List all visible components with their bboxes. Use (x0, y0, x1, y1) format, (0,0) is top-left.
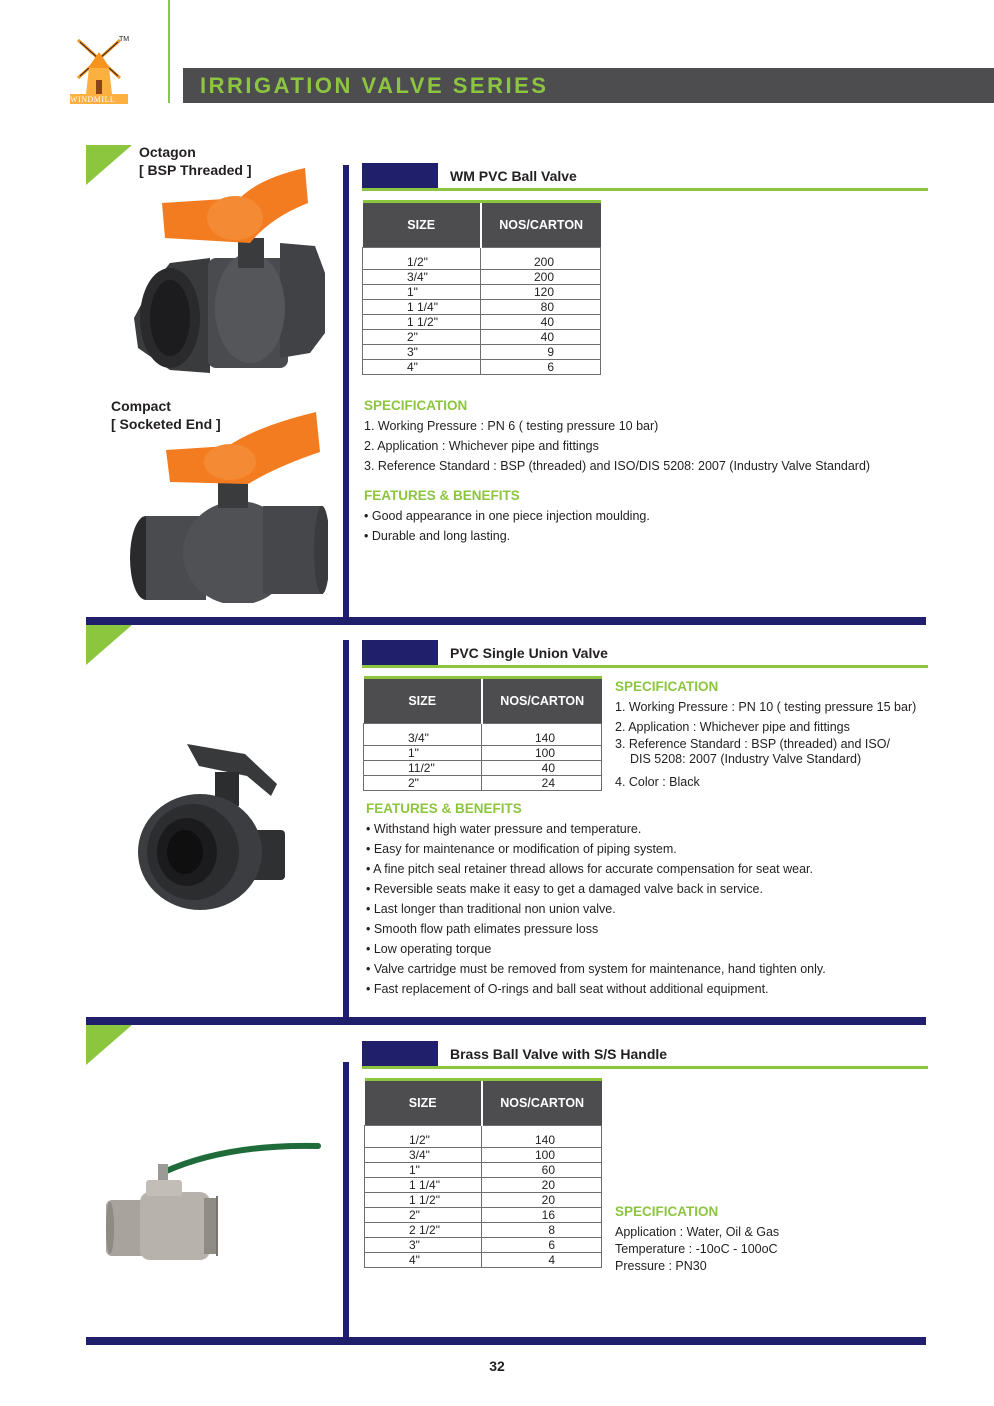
feature-item: • Smooth flow path elimates pressure loss (366, 922, 599, 936)
spec-item: Pressure : PN30 (615, 1259, 707, 1273)
size-cell: 1 1/4" (365, 1178, 482, 1193)
section-divider-horizontal (86, 617, 926, 625)
spec-item: DIS 5208: 2007 (Industry Valve Standard) (630, 752, 862, 766)
table-header-nos-carton: NOS/CARTON (482, 678, 602, 724)
table-row (365, 1253, 602, 1268)
specification-heading: SPECIFICATION (364, 398, 468, 413)
size-cell: 3" (363, 345, 481, 360)
specification-heading: SPECIFICATION (615, 1204, 719, 1219)
product-title-marker (362, 163, 438, 189)
table-row (363, 285, 601, 300)
nos-carton-cell: 16 (482, 1208, 602, 1223)
page-title: IRRIGATION VALVE SERIES (200, 73, 549, 98)
size-cell: 1" (365, 1163, 482, 1178)
product-variant-label-octagon: Octagon [ BSP Threaded ] (139, 144, 252, 178)
table-row (365, 1208, 602, 1223)
table-header-nos-carton: NOS/CARTON (481, 202, 601, 248)
size-cell: 2" (363, 330, 481, 345)
size-cell: 3" (365, 1238, 482, 1253)
feature-item: • Withstand high water pressure and temperature. (366, 822, 642, 836)
product-title-marker (362, 1041, 438, 1067)
table-row (364, 761, 602, 776)
section-marker-triangle (86, 625, 132, 665)
table-row (365, 1148, 602, 1163)
nos-carton-cell: 60 (482, 1163, 602, 1178)
nos-carton-cell: 8 (482, 1223, 602, 1238)
table-row (365, 1238, 602, 1253)
nos-carton-cell: 40 (481, 315, 601, 330)
table-row (363, 270, 601, 285)
table-header-nos-carton: NOS/CARTON (482, 1080, 602, 1126)
table-row (364, 776, 602, 791)
size-cell: 1/2" (365, 1126, 482, 1148)
features-heading: FEATURES & BENEFITS (366, 801, 522, 816)
table-row (364, 746, 602, 761)
table-row (364, 724, 602, 746)
section-divider-vertical (343, 1062, 349, 1340)
compact-ball-valve-image (128, 408, 328, 603)
size-cell: 3/4" (363, 270, 481, 285)
header-divider-line (168, 0, 170, 103)
table-row (365, 1126, 602, 1148)
size-cell: 1 1/2" (365, 1193, 482, 1208)
nos-carton-cell: 100 (482, 746, 602, 761)
size-cell: 2" (365, 1208, 482, 1223)
feature-item: • Fast replacement of O-rings and ball seat without additional equipment. (366, 982, 769, 996)
features-heading: FEATURES & BENEFITS (364, 488, 520, 503)
nos-carton-cell: 20 (482, 1193, 602, 1208)
feature-item: • A fine pitch seal retainer thread allows for accurate compensation for seat wear. (366, 862, 813, 876)
feature-item: • Durable and long lasting. (364, 529, 511, 543)
nos-carton-cell: 120 (481, 285, 601, 300)
feature-item: • Low operating torque (366, 942, 492, 956)
nos-carton-cell: 100 (482, 1148, 602, 1163)
spec-item: 1. Working Pressure : PN 6 ( testing pressure 10 bar) (364, 419, 659, 433)
features-list (366, 819, 826, 999)
size-cell: 1 1/2" (363, 315, 481, 330)
table-row (365, 1163, 602, 1178)
table-header-size: SIZE (364, 678, 482, 724)
size-cell: 1/2" (363, 248, 481, 270)
product-title: PVC Single Union Valve (450, 645, 608, 661)
spec-item: 3. Reference Standard : BSP (threaded) and ISO/ (615, 737, 890, 751)
specification-list (364, 416, 870, 476)
section-divider-horizontal (86, 1017, 926, 1025)
size-cell: 3/4" (365, 1148, 482, 1163)
spec-item: 2. Application : Whichever pipe and fittings (364, 439, 599, 453)
spec-item: 2. Application : Whichever pipe and fittings (615, 720, 850, 734)
feature-item: • Last longer than traditional non union valve. (366, 902, 616, 916)
logo-wordmark: WINDMILL (70, 95, 116, 104)
table-row (363, 345, 601, 360)
specification-heading: SPECIFICATION (615, 679, 719, 694)
header-title-bar (183, 68, 994, 103)
feature-item: • Valve cartridge must be removed from system for maintenance, hand tighten only. (366, 962, 826, 976)
nos-carton-cell: 140 (482, 724, 602, 746)
section-marker-triangle (86, 145, 132, 185)
table-row (363, 360, 601, 375)
section-marker-triangle (86, 1025, 132, 1065)
nos-carton-cell: 140 (482, 1126, 602, 1148)
product-title-underline (362, 188, 928, 191)
single-union-valve-image (135, 742, 295, 912)
product-title-underline (362, 1066, 928, 1069)
feature-item: • Good appearance in one piece injection moulding. (364, 509, 650, 523)
specification-list (615, 1224, 779, 1275)
brass-ball-valve-image (106, 1138, 322, 1260)
product-title: WM PVC Ball Valve (450, 168, 577, 184)
size-carton-table (363, 676, 602, 791)
nos-carton-cell: 6 (482, 1238, 602, 1253)
feature-item: • Easy for maintenance or modification of piping system. (366, 842, 677, 856)
size-cell: 2" (408, 776, 419, 790)
size-carton-table (364, 1078, 602, 1268)
size-cell: 1 1/4" (363, 300, 481, 315)
feature-item: • Reversible seats make it easy to get a damaged valve back in service. (366, 882, 763, 896)
octagon-ball-valve-image (130, 158, 330, 378)
specification-list (615, 697, 916, 792)
size-cell: 2 1/2" (365, 1223, 482, 1238)
spec-item: 3. Reference Standard : BSP (threaded) and ISO/DIS 5208: 2007 (Industry Valve Standard) (364, 459, 871, 473)
size-cell: 4" (409, 1253, 420, 1267)
section-divider-horizontal (86, 1337, 926, 1345)
size-cell: 4" (407, 360, 418, 374)
nos-carton-cell: 40 (481, 330, 601, 345)
table-row (363, 330, 601, 345)
features-list (364, 506, 650, 546)
nos-carton-cell: 200 (481, 248, 601, 270)
nos-carton-cell: 6 (481, 360, 601, 375)
nos-carton-cell: 20 (482, 1178, 602, 1193)
logo-trademark: TM (119, 36, 130, 43)
table-row (365, 1223, 602, 1238)
section-divider-vertical (343, 640, 349, 1018)
size-cell: 1" (363, 285, 481, 300)
nos-carton-cell: 200 (481, 270, 601, 285)
product-title-underline (362, 665, 928, 668)
spec-item: 4. Color : Black (615, 775, 700, 789)
section-divider-vertical (343, 165, 349, 617)
spec-item: Temperature : -10oC - 100oC (615, 1242, 778, 1256)
nos-carton-cell: 40 (482, 761, 602, 776)
size-cell: 1" (364, 746, 482, 761)
nos-carton-cell: 4 (482, 1253, 602, 1268)
table-header-size: SIZE (363, 202, 481, 248)
table-row (363, 248, 601, 270)
table-row (363, 300, 601, 315)
nos-carton-cell: 9 (481, 345, 601, 360)
spec-item: Application : Water, Oil & Gas (615, 1225, 780, 1239)
table-row (363, 315, 601, 330)
size-carton-table (362, 200, 601, 375)
nos-carton-cell: 80 (481, 300, 601, 315)
spec-item: 1. Working Pressure : PN 10 ( testing pressure 15 bar) (615, 700, 917, 714)
size-cell: 3/4" (364, 724, 482, 746)
product-variant-label-compact: Compact [ Socketed End ] (111, 398, 221, 432)
product-title-marker (362, 640, 438, 666)
table-header-size: SIZE (365, 1080, 482, 1126)
table-row (365, 1193, 602, 1208)
size-cell: 11/2" (364, 761, 482, 776)
product-title: Brass Ball Valve with S/S Handle (450, 1046, 668, 1062)
table-row (365, 1178, 602, 1193)
page-number: 32 (489, 1358, 505, 1374)
nos-carton-cell: 24 (482, 776, 602, 791)
